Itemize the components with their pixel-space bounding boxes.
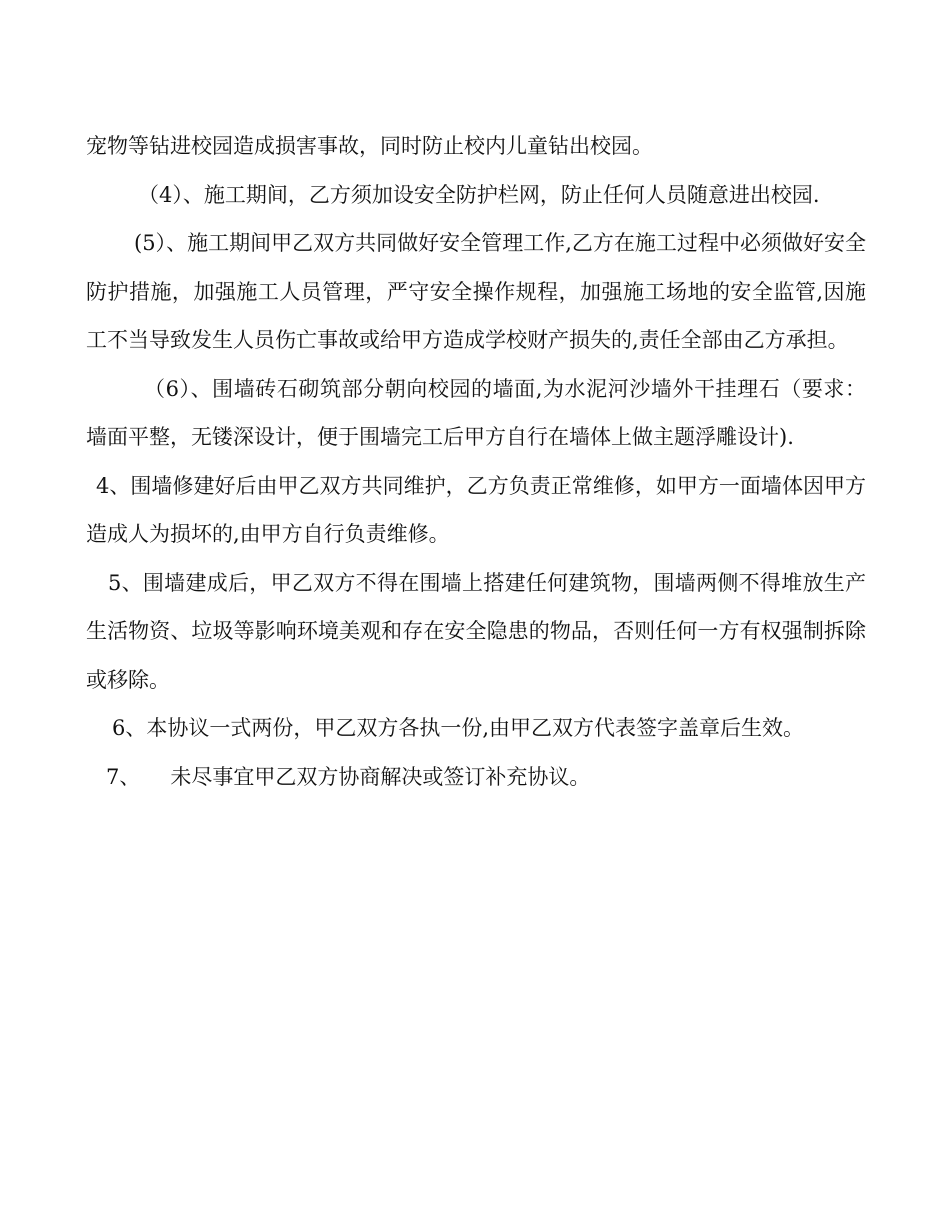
paragraph-item-4: （4）、施工期间，乙方须加设安全防护栏网，防止任何人员随意进出校园. xyxy=(138,182,820,207)
clause-6: 6、本协议一式两份，甲乙双方各执一份,由甲乙双方代表签字盖章后生效。 xyxy=(112,716,805,740)
paragraph-item-5: (5）、施工期间甲乙双方共同做好安全管理工作,乙方在施工过程中必须做好安全防护措施，加强施工人员管理，严守安全操作规程，加强施工场地的安全监管,因施工不当导致发生人员伤亡事故或给甲方造成学校财产损失的,责任全部由乙方承担。 xyxy=(86,231,866,352)
paragraph-item-6: （6）、围墙砖石砌筑部分朝向校园的墙面,为水泥河沙墙外干挂理石（要求：墙面平整，无镂深设计，便于围墙完工后甲方自行在墙体上做主题浮雕设计). xyxy=(86,376,866,449)
paragraph-continuation: 宠物等钻进校园造成损害事故，同时防止校内儿童钻出校园。 xyxy=(86,134,653,158)
clause-4: 4、围墙修建好后由甲乙双方共同维护，乙方负责正常维修，如甲方一面墙体因甲方造成人为损坏的,由甲方自行负责维修。 xyxy=(86,473,866,546)
clause-7-number: 7、 xyxy=(106,764,141,789)
clause-7 xyxy=(86,753,866,802)
clause-5: 5、围墙建成后，甲乙双方不得在围墙上搭建任何建筑物，围墙两侧不得堆放生产生活物资、垃圾等影响环境美观和存在安全隐患的物品，否则任何一方有权强制拆除或移除。 xyxy=(86,570,866,692)
clause-7-text: 未尽事宜甲乙双方协商解决或签订补充协议。 xyxy=(170,764,591,789)
document-body xyxy=(86,122,866,801)
